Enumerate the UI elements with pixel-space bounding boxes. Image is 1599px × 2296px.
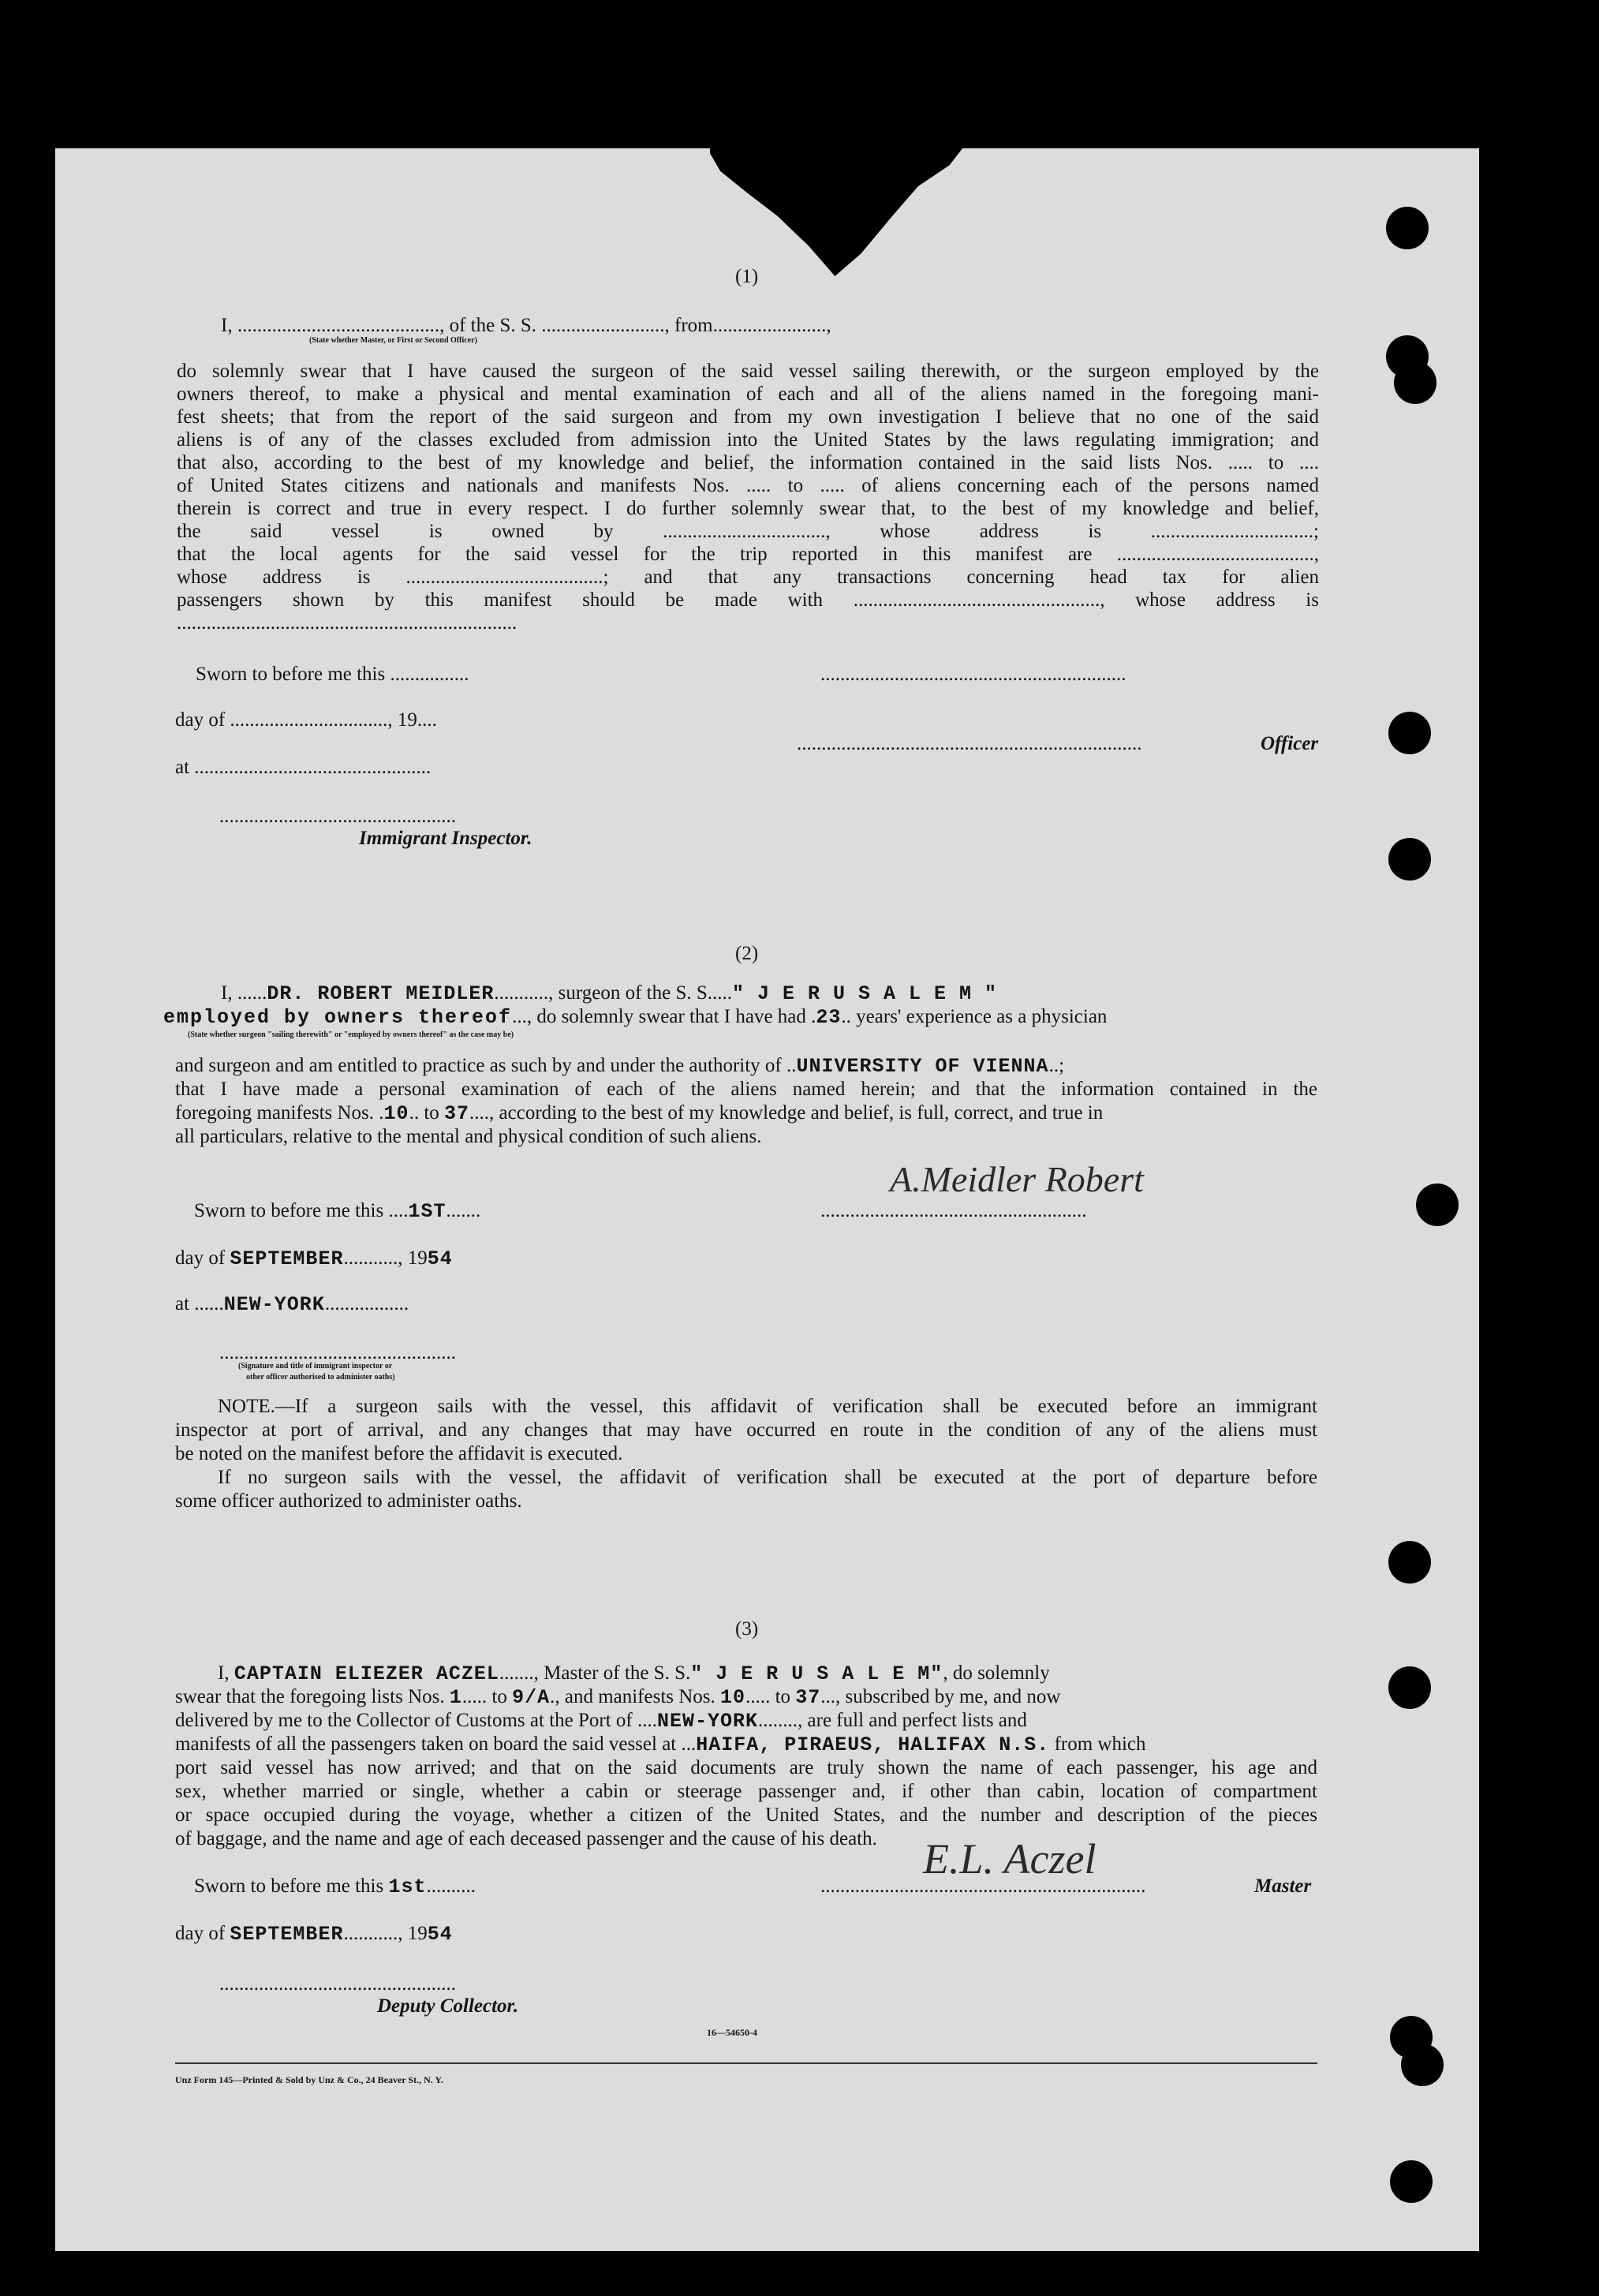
inspector-signature-line: ................................................	[219, 1342, 456, 1363]
at-text: at ......	[175, 1293, 224, 1314]
section-1-number: (1)	[735, 266, 759, 287]
departure-text: manifests of all the passengers taken on board the said vessel at ...	[175, 1733, 697, 1755]
master-signature: E.L. Aczel	[923, 1835, 1097, 1883]
oath-line: owners thereof, to make a physical and mental examination of each and all of the aliens named in the foregoing mani-	[177, 383, 1319, 405]
note-line: NOTE.—If a surgeon sails with the vessel, this affidavit of verification shall be executed before an immigrant	[218, 1396, 1317, 1417]
lists-text: ., and manifests Nos.	[550, 1686, 715, 1707]
exam-line: that I have made a personal examination of each of the aliens named herein; and that the information contained in the	[175, 1079, 1317, 1100]
master-oath-line	[218, 1662, 1050, 1685]
lists-to: 9/A	[512, 1686, 551, 1709]
punch-hole	[1394, 361, 1436, 404]
oath-i: I,	[218, 1662, 230, 1684]
manifests-line	[175, 1101, 1103, 1125]
deputy-collector-label: Deputy Collector.	[377, 1995, 519, 2017]
surgeon-employment-line	[163, 1005, 1107, 1029]
sworn-dots: ..........	[426, 1875, 476, 1897]
manifest-to: 37	[444, 1102, 470, 1125]
sworn-year: 54	[427, 1923, 453, 1946]
surgeon-status-note: (State whether surgeon "sailing therewith" or "employed by owners thereof" as the case may be)	[188, 1030, 514, 1039]
master-name: CAPTAIN ELIEZER ACZEL	[233, 1662, 499, 1685]
printer-footer: Unz Form 145—Printed & Sold by Unz & Co., 24 Beaver St., N. Y.	[175, 2074, 443, 2085]
punch-hole	[1416, 1184, 1459, 1226]
oath-mid: ......., Master of the S. S.	[499, 1662, 691, 1684]
port-text: delivered by me to the Collector of Customs at the Port of ....	[175, 1710, 657, 1731]
inspector-signature-line: ................................................	[219, 806, 456, 827]
sworn-month: SEPTEMBER	[230, 1923, 344, 1946]
port-text: ........, are full and perfect lists and	[758, 1710, 1027, 1731]
sworn-day: 1ST	[408, 1200, 446, 1223]
oath-end: , do solemnly	[943, 1662, 1050, 1684]
punch-hole	[1388, 712, 1431, 754]
oath-line: whose address is ........................................; and that any transactions concerning head tax for alien	[177, 567, 1319, 588]
master-oath-text: of baggage, and the name and age of each deceased passenger and the cause of his death.	[175, 1828, 877, 1849]
oath-line: the said vessel is owned by ................................., whose address is .................................;	[177, 521, 1319, 542]
port-of-arrival: NEW-YORK	[657, 1710, 759, 1733]
day-dots: ..........., 19	[343, 1247, 428, 1269]
sworn-text: Sworn to before me this	[194, 1875, 389, 1897]
surgeon-name: DR. ROBERT MEIDLER	[267, 982, 495, 1005]
day-of-text: day of	[175, 1247, 230, 1269]
departure-ports: HAIFA, PIRAEUS, HALIFAX N.S.	[696, 1733, 1050, 1756]
sworn-dots: .......	[446, 1200, 481, 1221]
authority-line	[175, 1054, 1064, 1078]
form-number: 16—54650-4	[707, 2027, 757, 2038]
oath-line: aliens is of any of the classes excluded from admission into the United States by the laws regulating immigration; and	[177, 429, 1319, 451]
oath-line: .....................................................................	[177, 612, 517, 634]
port-line	[175, 1709, 1027, 1733]
sworn-line	[194, 1875, 476, 1898]
manifests-from: 10	[720, 1686, 746, 1709]
sworn-month: SEPTEMBER	[230, 1247, 344, 1270]
master-oath-line: I, ........................................., of the S. S. ........................., from.......................,	[221, 315, 831, 336]
master-oath-paragraph	[177, 360, 1319, 634]
oath-start: I, ......	[221, 982, 267, 1004]
oath-line: of United States citizens and nationals and manifests Nos. ..... to ..... of aliens concerning each of the persons named	[177, 475, 1319, 496]
inspector-note: (Signature and title of immigrant inspector or	[238, 1362, 393, 1370]
years-experience: 23	[816, 1006, 842, 1029]
day-of-text: day of	[175, 1923, 230, 1944]
at-dots: .................	[324, 1293, 409, 1314]
oath-line: that the local agents for the said vessel for the trip reported in this manifest are ........................................,	[177, 544, 1319, 565]
note-line: some officer authorized to administer oaths.	[175, 1490, 522, 1512]
punch-hole	[1388, 1541, 1431, 1584]
officer-signature-line: ......................................................................	[797, 733, 1142, 754]
sworn-year: 54	[427, 1247, 453, 1270]
officer-label: Officer	[1261, 733, 1319, 754]
oath-line: do solemnly swear that I have caused the surgeon of the said vessel sailing therewith, or the surgeon employed by the	[177, 361, 1319, 382]
officer-line-top: ..............................................................	[820, 664, 1126, 685]
punch-hole	[1388, 838, 1431, 881]
section-3-number: (3)	[735, 1618, 759, 1640]
immigrant-inspector-label: Immigrant Inspector.	[359, 828, 532, 849]
day-of-line	[175, 1247, 453, 1270]
lists-text: ..... to	[461, 1686, 507, 1707]
day-of-line	[175, 1922, 453, 1946]
departure-line	[175, 1733, 1146, 1756]
lists-text: ..., subscribed by me, and now	[820, 1686, 1061, 1707]
oath-mid: ..., do solemnly swear that I have had .	[512, 1006, 816, 1027]
master-oath-text: or space occupied during the voyage, whether a citizen of the United States, and the number and description of the pieces	[175, 1804, 1317, 1826]
sworn-line	[194, 1199, 480, 1223]
master-oath-text: sex, whether married or single, whether a cabin or steerage passenger and, if other than cabin, location of compartment	[175, 1781, 1317, 1802]
note-line: inspector at port of arrival, and any changes that may have occurred en route in the condition of any of the aliens must	[175, 1419, 1317, 1441]
sworn-line: Sworn to before me this ................	[196, 664, 469, 685]
oath-line: fest sheets; that from the report of the said surgeon and from my own investigation I believe that no one of the said	[177, 406, 1319, 428]
section-2-number: (2)	[735, 943, 759, 964]
authority-name: UNIVERSITY OF VIENNA	[796, 1055, 1049, 1078]
master-signature-line: ..................................................................	[820, 1875, 1146, 1897]
note-line: be noted on the manifest before the affidavit is executed.	[175, 1443, 623, 1464]
lists-text: swear that the foregoing lists Nos.	[175, 1686, 445, 1707]
punch-hole	[1388, 1666, 1431, 1709]
manifests-text: ...., according to the best of my knowledge and belief, is full, correct, and true in	[469, 1102, 1104, 1124]
footer-rule	[175, 2062, 1317, 2064]
master-label: Master	[1254, 1875, 1312, 1897]
particulars-line: all particulars, relative to the mental and physical condition of such aliens.	[175, 1126, 762, 1147]
lists-from: 1	[449, 1686, 462, 1709]
inspector-note: other officer authorised to administer oaths)	[246, 1373, 395, 1382]
manifest-from: 10	[383, 1102, 409, 1125]
at-line	[175, 1292, 409, 1316]
punch-hole	[1386, 207, 1429, 249]
authority-end: ..;	[1048, 1055, 1065, 1076]
punch-hole	[1401, 2044, 1444, 2086]
authority-text: and surgeon and am entitled to practice as such by and under the authority of ..	[175, 1055, 797, 1076]
sworn-place: NEW-YORK	[223, 1293, 325, 1316]
at-line: at ................................................	[175, 757, 432, 778]
note-line: If no surgeon sails with the vessel, the affidavit of verification shall be executed at the port of departure before	[218, 1467, 1317, 1488]
vessel-name: " J E R U S A L E M "	[732, 982, 998, 1005]
oath-line: that also, according to the best of my knowledge and belief, the information contained in the said lists Nos. ..... to ....	[177, 452, 1319, 473]
oath-line: passengers shown by this manifest should be made with .................................................., whose address is	[177, 589, 1319, 611]
sworn-text: Sworn to before me this ....	[194, 1200, 409, 1221]
departure-text: from which	[1054, 1733, 1146, 1755]
vessel-name: " J E R U S A L E M"	[690, 1662, 943, 1685]
master-oath-text: port said vessel has now arrived; and that on the said documents are truly shown the name of each passenger, his age and	[175, 1757, 1317, 1778]
employment-status: employed by owners thereof	[163, 1006, 513, 1029]
sworn-day: 1st	[388, 1875, 427, 1898]
day-dots: ..........., 19	[343, 1923, 428, 1944]
lists-text: ..... to	[745, 1686, 791, 1707]
manifests-text: .. to	[409, 1102, 445, 1124]
surgeon-signature: A.Meidler Robert	[890, 1159, 1144, 1199]
day-of-line: day of ................................, 19....	[175, 709, 437, 731]
surgeon-oath-line	[221, 982, 997, 1005]
oath-mid: .. years' experience as a physician	[841, 1006, 1108, 1027]
surgeon-signature-line: ......................................................	[820, 1200, 1087, 1221]
master-rank-note: (State whether Master, or First or Second Officer)	[309, 336, 477, 345]
collector-signature-line: ................................................	[219, 1973, 456, 1995]
manifests-to: 37	[795, 1686, 821, 1709]
lists-line	[175, 1685, 1060, 1709]
manifests-text: foregoing manifests Nos. .	[175, 1102, 384, 1124]
punch-hole	[1390, 2160, 1433, 2203]
oath-line: therein is correct and true in every respect. I do further solemnly swear that, to the best of my knowledge and belief,	[177, 498, 1319, 519]
oath-mid: ..........., surgeon of the S. S.....	[494, 982, 732, 1004]
